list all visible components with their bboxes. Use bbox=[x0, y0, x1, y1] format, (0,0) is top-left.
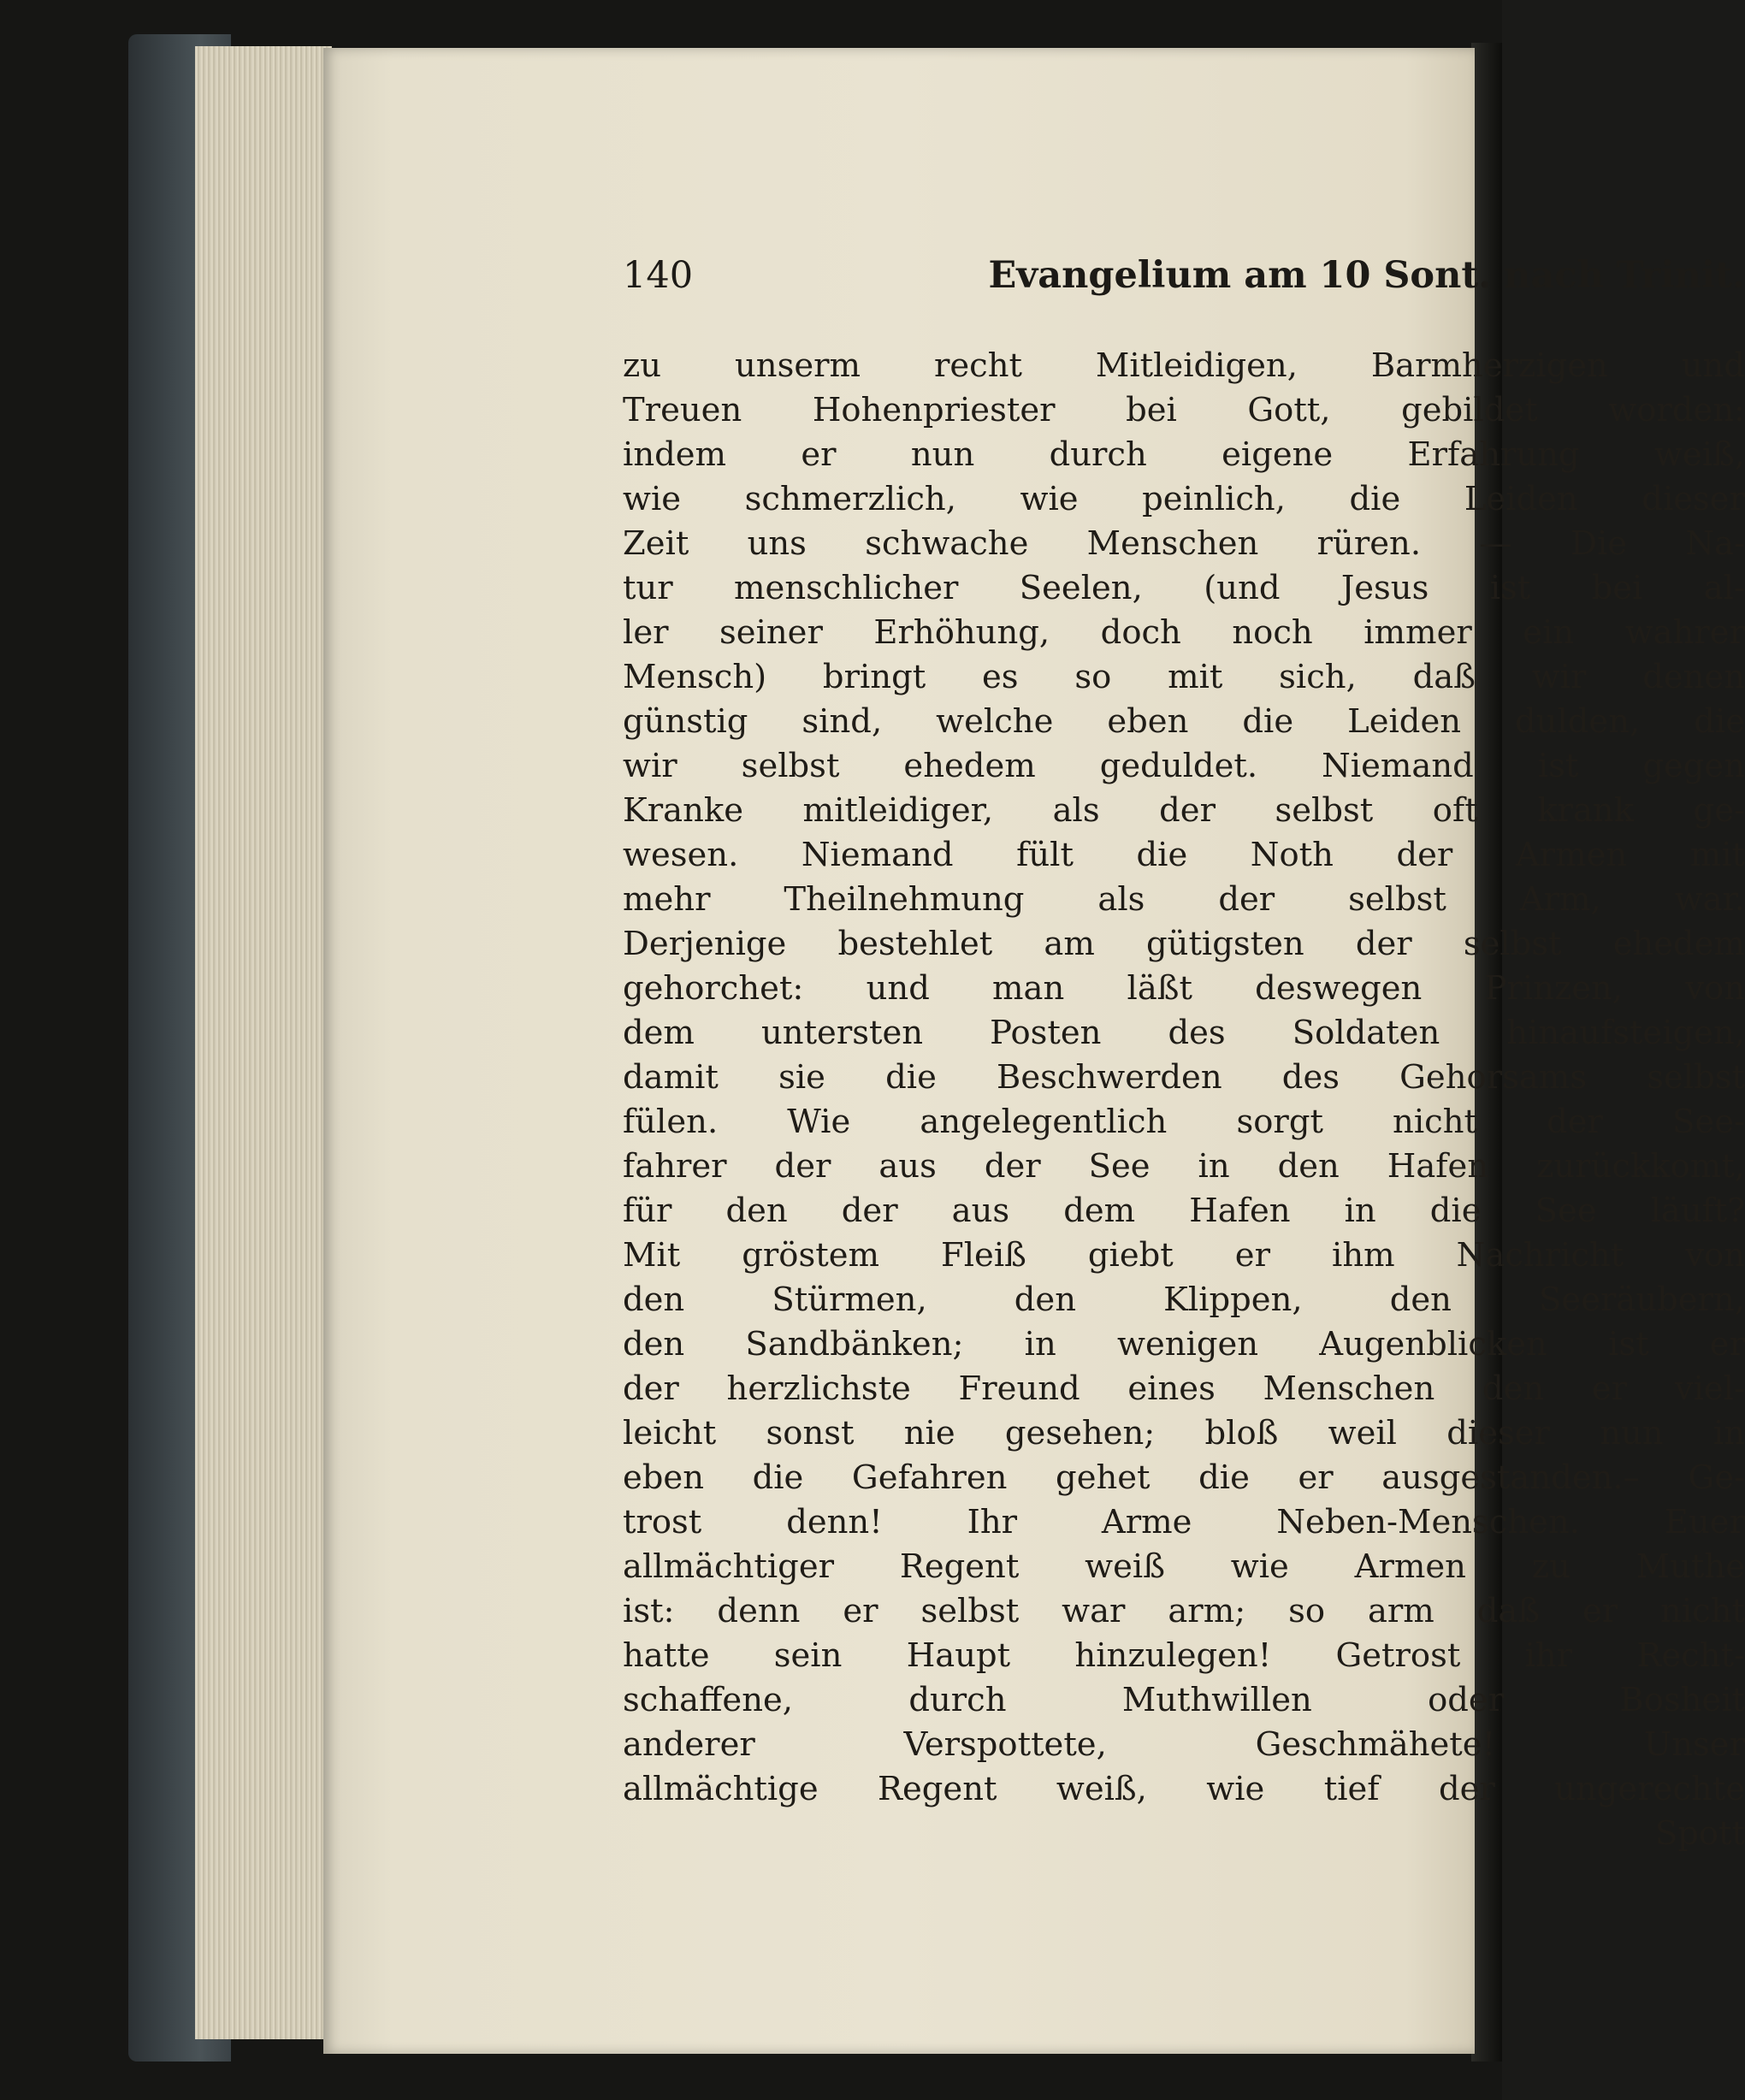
text-line: fahrer der aus der See in den Hafen zurückkomt, bbox=[623, 1147, 1745, 1186]
text-line: ler seiner Erhöhung, doch noch immer ein wahrer bbox=[623, 613, 1745, 652]
text-line: trost denn! Ihr Arme Neben-Menschen. Euer bbox=[623, 1503, 1745, 1541]
running-title: Evangelium am 10 Sont. nach Trinit. bbox=[988, 254, 1745, 297]
text-line: Kranke mitleidiger, als der selbst oft krank ge- bbox=[623, 791, 1745, 830]
text-line: der herzlichste Freund eines Menschen den er viel- bbox=[623, 1369, 1745, 1408]
body-text bbox=[623, 344, 1745, 1856]
text-line: Zeit uns schwache Menschen rüren. — Die Na- bbox=[623, 524, 1745, 563]
text-line: indem er nun durch eigene Erfahrung weiß, bbox=[623, 435, 1745, 474]
text-line: Mit gröstem Fleiß giebt er ihm Nachricht von bbox=[623, 1236, 1745, 1275]
text-line: anderer Verspottete, Geschmähete! Unser bbox=[623, 1725, 1745, 1764]
text-line: schaffene, durch Muthwillen oder Bosheit bbox=[623, 1681, 1745, 1719]
text-line: wie schmerzlich, wie peinlich, die Leiden dieser bbox=[623, 480, 1745, 518]
text-line: Treuen Hohenpriester bei Gott, gebildet worden: bbox=[623, 391, 1745, 429]
text-line: gehorchet: und man läßt deswegen Prinzen, von bbox=[623, 969, 1745, 1008]
bleed-through-marks bbox=[507, 484, 636, 1340]
text-line: leicht sonst nie gesehen; bloß weil dieser nun in bbox=[623, 1414, 1745, 1452]
text-line: wir selbst ehedem geduldet. Niemand ist gegen bbox=[623, 747, 1745, 785]
text-line: den Stürmen, den Klippen, den Seeräubern, bbox=[623, 1281, 1745, 1319]
text-line: dem untersten Posten des Soldaten hinaufsteigen, bbox=[623, 1014, 1745, 1052]
text-line: wesen. Niemand fült die Noth der Armen mit bbox=[623, 836, 1745, 874]
text-line: allmächtiger Regent weiß wie Armen zu Muthe bbox=[623, 1547, 1745, 1586]
text-line: ist: denn er selbst war arm; so arm daß er nicht bbox=[623, 1592, 1745, 1630]
page-number: 140 bbox=[623, 254, 694, 297]
text-line: Derjenige bestehlet am gütigsten der selbst ehedem bbox=[623, 925, 1745, 963]
book-page bbox=[323, 48, 1745, 2054]
text-line: allmächtige Regent weiß, wie tief der ungerechte bbox=[623, 1770, 1745, 1808]
text-line: hatte sein Haupt hinzulegen! Getrost ihr Recht- bbox=[623, 1636, 1745, 1675]
text-line: zu unserm recht Mitleidigen, Barmherzigen und bbox=[623, 346, 1745, 385]
running-head bbox=[623, 250, 1745, 301]
text-line: fülen. Wie angelegentlich sorgt nicht der See- bbox=[623, 1103, 1745, 1141]
page-edges bbox=[195, 46, 332, 2039]
text-line: tur menschlicher Seelen, (und Jesus ist bei al- bbox=[623, 569, 1745, 607]
text-line: den Sandbänken; in wenigen Augenblicken ist er bbox=[623, 1325, 1745, 1364]
text-line: eben die Gefahren gehet die er ausgestanden.– Ge- bbox=[623, 1458, 1745, 1497]
text-line: mehr Theilnehmung als der selbst Arm, war. bbox=[623, 880, 1745, 919]
text-line: für den der aus dem Hafen in die See läuft? bbox=[623, 1192, 1745, 1230]
text-line: Mensch) bringt es so mit sich, daß wir denen bbox=[623, 658, 1745, 696]
catchword: Spott bbox=[1654, 1814, 1745, 1853]
text-line: günstig sind, welche eben die Leiden dulden, die bbox=[623, 702, 1745, 741]
text-line: damit sie die Beschwerden des Gehorsams selbst bbox=[623, 1058, 1745, 1097]
